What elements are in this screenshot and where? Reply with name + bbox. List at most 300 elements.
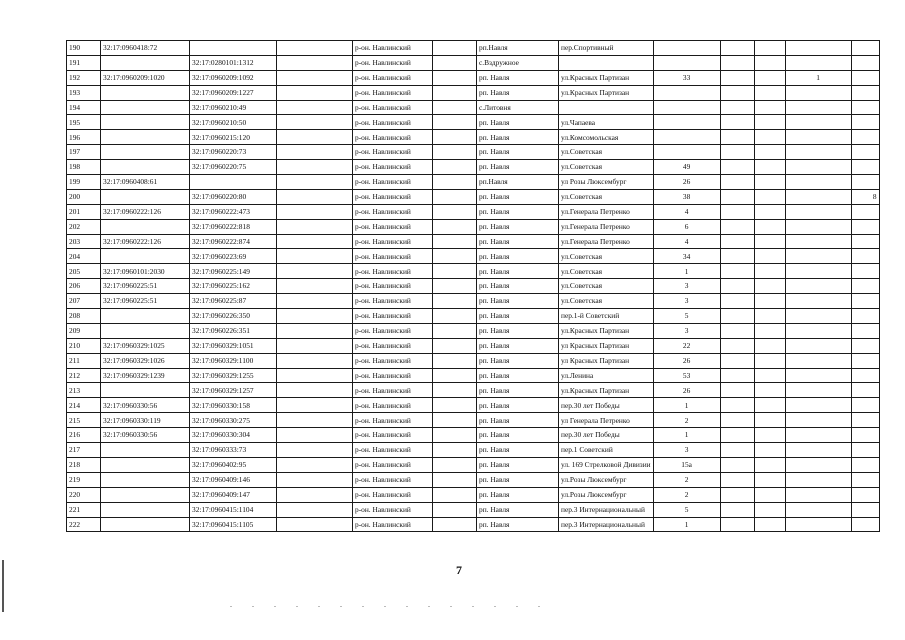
cell-c11 — [785, 130, 851, 145]
cell-flat — [851, 85, 879, 100]
cell-district: р-он. Навлинский — [353, 145, 433, 160]
cell-c5 — [433, 428, 477, 443]
cell-street: ул.Комсомольская — [559, 130, 654, 145]
cell-cad2: 32:17:0280101:1312 — [190, 55, 277, 70]
cell-corpus — [720, 443, 754, 458]
cell-locality: рп. Навля — [477, 115, 559, 130]
cell-flat — [851, 294, 879, 309]
cell-locality: рп. Навля — [477, 160, 559, 175]
cell-flat: 8 — [851, 189, 879, 204]
table-row — [67, 115, 880, 130]
cell-c5 — [433, 204, 477, 219]
cell-flat — [851, 145, 879, 160]
table-row — [67, 472, 880, 487]
cell-flat — [851, 487, 879, 502]
cell-num: 216 — [67, 428, 101, 443]
cell-c3 — [277, 294, 353, 309]
table-row — [67, 41, 880, 56]
cell-house — [653, 115, 720, 130]
cell-house: 3 — [653, 279, 720, 294]
cell-street: ул Розы Люксембург — [559, 175, 654, 190]
cell-c10 — [754, 70, 785, 85]
cell-c10 — [754, 517, 785, 532]
cell-corpus — [720, 160, 754, 175]
cell-locality: рп. Навля — [477, 368, 559, 383]
cell-c11 — [785, 487, 851, 502]
cell-corpus — [720, 85, 754, 100]
cell-street: ул.Ленина — [559, 368, 654, 383]
cell-locality: рп. Навля — [477, 130, 559, 145]
cell-c11 — [785, 264, 851, 279]
cell-flat — [851, 55, 879, 70]
table-row — [67, 219, 880, 234]
cell-c11 — [785, 85, 851, 100]
cell-c11 — [785, 309, 851, 324]
cell-c11 — [785, 472, 851, 487]
cell-cad2: 32:17:0960333:73 — [190, 443, 277, 458]
cell-c11 — [785, 413, 851, 428]
cell-flat — [851, 175, 879, 190]
table-row — [67, 457, 880, 472]
cell-flat — [851, 219, 879, 234]
cell-flat — [851, 41, 879, 56]
cell-corpus — [720, 487, 754, 502]
cell-corpus — [720, 70, 754, 85]
cell-cad1 — [101, 472, 190, 487]
table-row — [67, 338, 880, 353]
table-row — [67, 502, 880, 517]
table-row — [67, 175, 880, 190]
cell-cad1 — [101, 487, 190, 502]
table-body — [67, 41, 880, 532]
cell-num: 195 — [67, 115, 101, 130]
cell-flat — [851, 457, 879, 472]
cell-c11 — [785, 41, 851, 56]
cell-num: 201 — [67, 204, 101, 219]
cell-district: р-он. Навлинский — [353, 85, 433, 100]
cell-locality: с.Вздружное — [477, 55, 559, 70]
cell-c3 — [277, 443, 353, 458]
cell-c11 — [785, 234, 851, 249]
cell-house: 3 — [653, 294, 720, 309]
cell-house: 1 — [653, 398, 720, 413]
cell-c11 — [785, 115, 851, 130]
table-row — [67, 204, 880, 219]
cell-cad2: 32:17:0960220:75 — [190, 160, 277, 175]
cell-street: ул.Красных Партизан — [559, 323, 654, 338]
cell-cad2: 32:17:0960210:49 — [190, 100, 277, 115]
cell-num: 211 — [67, 353, 101, 368]
cell-corpus — [720, 189, 754, 204]
cell-c3 — [277, 41, 353, 56]
cell-cad1 — [101, 457, 190, 472]
cell-c5 — [433, 383, 477, 398]
cell-locality: рп. Навля — [477, 502, 559, 517]
cell-corpus — [720, 517, 754, 532]
cell-locality: рп. Навля — [477, 264, 559, 279]
cell-house: 5 — [653, 309, 720, 324]
cell-c11 — [785, 323, 851, 338]
cell-c3 — [277, 279, 353, 294]
cell-c5 — [433, 115, 477, 130]
cell-c3 — [277, 338, 353, 353]
cell-c11 — [785, 368, 851, 383]
cell-corpus — [720, 115, 754, 130]
cell-street: ул Красных Партизан — [559, 338, 654, 353]
cell-flat — [851, 100, 879, 115]
cell-house: 22 — [653, 338, 720, 353]
cell-num: 206 — [67, 279, 101, 294]
cell-flat — [851, 472, 879, 487]
cell-c5 — [433, 413, 477, 428]
table-row — [67, 487, 880, 502]
cell-street: ул.Розы Люксембург — [559, 472, 654, 487]
table-row — [67, 413, 880, 428]
cell-district: р-он. Навлинский — [353, 219, 433, 234]
cell-c3 — [277, 234, 353, 249]
page-number: 7 — [456, 563, 462, 577]
cell-c11 — [785, 249, 851, 264]
cell-locality: рп. Навля — [477, 443, 559, 458]
cell-district: р-он. Навлинский — [353, 413, 433, 428]
cell-num: 204 — [67, 249, 101, 264]
cell-c10 — [754, 398, 785, 413]
cell-house: 2 — [653, 472, 720, 487]
cell-cad1 — [101, 443, 190, 458]
cell-house: 2 — [653, 413, 720, 428]
cell-cad2: 32:17:0960223:69 — [190, 249, 277, 264]
cell-cad1 — [101, 502, 190, 517]
cell-locality: рп. Навля — [477, 323, 559, 338]
cell-corpus — [720, 323, 754, 338]
cell-street: ул.Советская — [559, 145, 654, 160]
cell-house — [653, 100, 720, 115]
cell-street: ул.Красных Партизан — [559, 383, 654, 398]
cell-house: 26 — [653, 175, 720, 190]
cell-corpus — [720, 100, 754, 115]
cell-house: 1 — [653, 264, 720, 279]
cell-locality: рп. Навля — [477, 517, 559, 532]
cell-c11 — [785, 502, 851, 517]
cell-corpus — [720, 234, 754, 249]
cell-cad2: 32:17:0960415:1105 — [190, 517, 277, 532]
table-row — [67, 55, 880, 70]
cell-num: 190 — [67, 41, 101, 56]
table-row — [67, 160, 880, 175]
cell-num: 196 — [67, 130, 101, 145]
cell-c5 — [433, 279, 477, 294]
cell-corpus — [720, 145, 754, 160]
cell-c5 — [433, 41, 477, 56]
cell-flat — [851, 517, 879, 532]
cell-corpus — [720, 383, 754, 398]
cell-c3 — [277, 175, 353, 190]
cell-cad2: 32:17:0960225:149 — [190, 264, 277, 279]
cell-c5 — [433, 130, 477, 145]
cell-house: 33 — [653, 70, 720, 85]
cell-district: р-он. Навлинский — [353, 428, 433, 443]
cell-num: 198 — [67, 160, 101, 175]
cell-street: ул.Чапаева — [559, 115, 654, 130]
table-row — [67, 517, 880, 532]
cell-c10 — [754, 309, 785, 324]
cell-street: ул.Советская — [559, 249, 654, 264]
cell-c10 — [754, 428, 785, 443]
cell-c10 — [754, 443, 785, 458]
cell-c3 — [277, 160, 353, 175]
cell-c10 — [754, 502, 785, 517]
cell-street: пер.3 Интернациональный — [559, 517, 654, 532]
cell-c10 — [754, 219, 785, 234]
table-row — [67, 279, 880, 294]
cell-street: ул.Красных Партизан — [559, 70, 654, 85]
cell-cad2: 32:17:0960209:1227 — [190, 85, 277, 100]
cell-c10 — [754, 353, 785, 368]
cell-cad1: 32:17:0960330:119 — [101, 413, 190, 428]
cell-house: 4 — [653, 204, 720, 219]
cell-street: ул.Генерала Петренко — [559, 234, 654, 249]
cell-cad2: 32:17:0960215:120 — [190, 130, 277, 145]
cell-c10 — [754, 41, 785, 56]
cell-flat — [851, 234, 879, 249]
cell-corpus — [720, 428, 754, 443]
table-row — [67, 189, 880, 204]
cell-c11 — [785, 383, 851, 398]
cell-street: ул.Советская — [559, 279, 654, 294]
cell-district: р-он. Навлинский — [353, 189, 433, 204]
cell-c10 — [754, 100, 785, 115]
cell-locality: рп. Навля — [477, 338, 559, 353]
cell-street: ул.Советская — [559, 189, 654, 204]
cell-flat — [851, 368, 879, 383]
cell-cad2: 32:17:0960220:80 — [190, 189, 277, 204]
cell-district: р-он. Навлинский — [353, 115, 433, 130]
cell-num: 203 — [67, 234, 101, 249]
cell-house: 3 — [653, 443, 720, 458]
cell-num: 220 — [67, 487, 101, 502]
cell-cad2: 32:17:0960415:1104 — [190, 502, 277, 517]
cell-cad1: 32:17:0960101:2030 — [101, 264, 190, 279]
cell-corpus — [720, 353, 754, 368]
cell-cad2: 32:17:0960222:473 — [190, 204, 277, 219]
cell-cad2: 32:17:0960220:73 — [190, 145, 277, 160]
cell-c5 — [433, 517, 477, 532]
cell-cad2: 32:17:0960329:1051 — [190, 338, 277, 353]
cell-house: 3 — [653, 323, 720, 338]
cell-c11 — [785, 517, 851, 532]
cell-cad1 — [101, 383, 190, 398]
cell-c10 — [754, 115, 785, 130]
cell-c11 — [785, 204, 851, 219]
cell-cad1 — [101, 160, 190, 175]
cell-corpus — [720, 264, 754, 279]
cell-corpus — [720, 502, 754, 517]
cell-flat — [851, 115, 879, 130]
cell-flat — [851, 383, 879, 398]
cell-district: р-он. Навлинский — [353, 100, 433, 115]
cell-c3 — [277, 398, 353, 413]
cell-c5 — [433, 487, 477, 502]
cell-num: 191 — [67, 55, 101, 70]
cell-house — [653, 130, 720, 145]
table-row — [67, 428, 880, 443]
cell-district: р-он. Навлинский — [353, 175, 433, 190]
cell-street: ул Генерала Петренко — [559, 413, 654, 428]
cell-cad1: 32:17:0960225:51 — [101, 279, 190, 294]
cell-c5 — [433, 309, 477, 324]
cell-c10 — [754, 413, 785, 428]
cell-num: 219 — [67, 472, 101, 487]
cell-c3 — [277, 383, 353, 398]
cell-num: 210 — [67, 338, 101, 353]
cell-locality: рп. Навля — [477, 85, 559, 100]
cell-district: р-он. Навлинский — [353, 383, 433, 398]
cell-flat — [851, 502, 879, 517]
cell-c11 — [785, 189, 851, 204]
table-row — [67, 145, 880, 160]
cell-cad1: 32:17:0960329:1239 — [101, 368, 190, 383]
cell-flat — [851, 70, 879, 85]
cell-cad2: 32:17:0960402:95 — [190, 457, 277, 472]
cell-cad2: 32:17:0960222:818 — [190, 219, 277, 234]
cell-cad2: 32:17:0960226:350 — [190, 309, 277, 324]
cell-district: р-он. Навлинский — [353, 487, 433, 502]
cell-num: 214 — [67, 398, 101, 413]
cell-c10 — [754, 368, 785, 383]
cell-street: ул.Советская — [559, 160, 654, 175]
cell-c11 — [785, 100, 851, 115]
cell-c10 — [754, 55, 785, 70]
cell-district: р-он. Навлинский — [353, 309, 433, 324]
cell-cad1: 32:17:0960222:126 — [101, 234, 190, 249]
cell-locality: рп. Навля — [477, 70, 559, 85]
cell-locality: рп. Навля — [477, 457, 559, 472]
cell-cad1 — [101, 219, 190, 234]
cell-num: 200 — [67, 189, 101, 204]
cell-c10 — [754, 264, 785, 279]
cell-c11 — [785, 279, 851, 294]
cell-c3 — [277, 100, 353, 115]
cell-c3 — [277, 70, 353, 85]
cell-flat — [851, 413, 879, 428]
cell-c5 — [433, 368, 477, 383]
cell-c3 — [277, 264, 353, 279]
cell-house — [653, 41, 720, 56]
cell-num: 222 — [67, 517, 101, 532]
cell-flat — [851, 160, 879, 175]
cell-c3 — [277, 130, 353, 145]
cell-house — [653, 85, 720, 100]
cell-locality: с.Литовня — [477, 100, 559, 115]
cell-flat — [851, 353, 879, 368]
cell-locality: рп. Навля — [477, 249, 559, 264]
cell-c11 — [785, 160, 851, 175]
cell-c5 — [433, 353, 477, 368]
cell-cad2: 32:17:0960409:147 — [190, 487, 277, 502]
cell-district: р-он. Навлинский — [353, 353, 433, 368]
cell-c10 — [754, 130, 785, 145]
cell-c5 — [433, 264, 477, 279]
cell-locality: рп. Навля — [477, 487, 559, 502]
cell-c11 — [785, 145, 851, 160]
cell-cad1 — [101, 115, 190, 130]
cell-c5 — [433, 234, 477, 249]
cell-street: пер.Спортивный — [559, 41, 654, 56]
cell-cad2: 32:17:0960210:50 — [190, 115, 277, 130]
cell-house: 6 — [653, 219, 720, 234]
cell-c3 — [277, 323, 353, 338]
cell-corpus — [720, 457, 754, 472]
cell-street: ул.Советская — [559, 294, 654, 309]
cell-cad2 — [190, 41, 277, 56]
cell-locality: рп. Навля — [477, 413, 559, 428]
cell-locality: рп. Навля — [477, 189, 559, 204]
cell-c5 — [433, 160, 477, 175]
cell-c3 — [277, 517, 353, 532]
cell-num: 221 — [67, 502, 101, 517]
cell-c5 — [433, 70, 477, 85]
cell-district: р-он. Навлинский — [353, 130, 433, 145]
cell-c10 — [754, 234, 785, 249]
table-row — [67, 443, 880, 458]
cell-c5 — [433, 189, 477, 204]
cell-c3 — [277, 204, 353, 219]
cell-flat — [851, 264, 879, 279]
cell-district: р-он. Навлинский — [353, 41, 433, 56]
cell-district: р-он. Навлинский — [353, 398, 433, 413]
cell-c3 — [277, 353, 353, 368]
table-row — [67, 264, 880, 279]
cell-locality: рп. Навля — [477, 309, 559, 324]
cell-corpus — [720, 472, 754, 487]
cell-house: 49 — [653, 160, 720, 175]
cell-c3 — [277, 219, 353, 234]
cell-flat — [851, 323, 879, 338]
cell-cad1 — [101, 249, 190, 264]
cell-c10 — [754, 204, 785, 219]
cell-cad2: 32:17:0960222:874 — [190, 234, 277, 249]
cell-cad2: 32:17:0960209:1092 — [190, 70, 277, 85]
cell-c10 — [754, 472, 785, 487]
cell-cad2: 32:17:0960330:158 — [190, 398, 277, 413]
cell-locality: рп. Навля — [477, 279, 559, 294]
cell-c5 — [433, 55, 477, 70]
cell-c5 — [433, 398, 477, 413]
cell-district: р-он. Навлинский — [353, 472, 433, 487]
cell-cad1: 32:17:0960408:61 — [101, 175, 190, 190]
cell-corpus — [720, 219, 754, 234]
cell-c11 — [785, 428, 851, 443]
cell-c3 — [277, 457, 353, 472]
cell-district: р-он. Навлинский — [353, 338, 433, 353]
cell-cad1: 32:17:0960330:56 — [101, 398, 190, 413]
cell-cad1: 32:17:0960329:1025 — [101, 338, 190, 353]
cell-corpus — [720, 175, 754, 190]
cell-street: ул. 169 Стрелковой Дивизии — [559, 457, 654, 472]
cell-c5 — [433, 249, 477, 264]
cell-num: 205 — [67, 264, 101, 279]
cell-c11 — [785, 398, 851, 413]
cell-c3 — [277, 189, 353, 204]
cell-house: 34 — [653, 249, 720, 264]
cell-district: р-он. Навлинский — [353, 264, 433, 279]
table-row — [67, 85, 880, 100]
cell-locality: рп. Навля — [477, 219, 559, 234]
cell-c10 — [754, 160, 785, 175]
cell-c11 — [785, 338, 851, 353]
cell-corpus — [720, 249, 754, 264]
cell-cad1: 32:17:0960329:1026 — [101, 353, 190, 368]
